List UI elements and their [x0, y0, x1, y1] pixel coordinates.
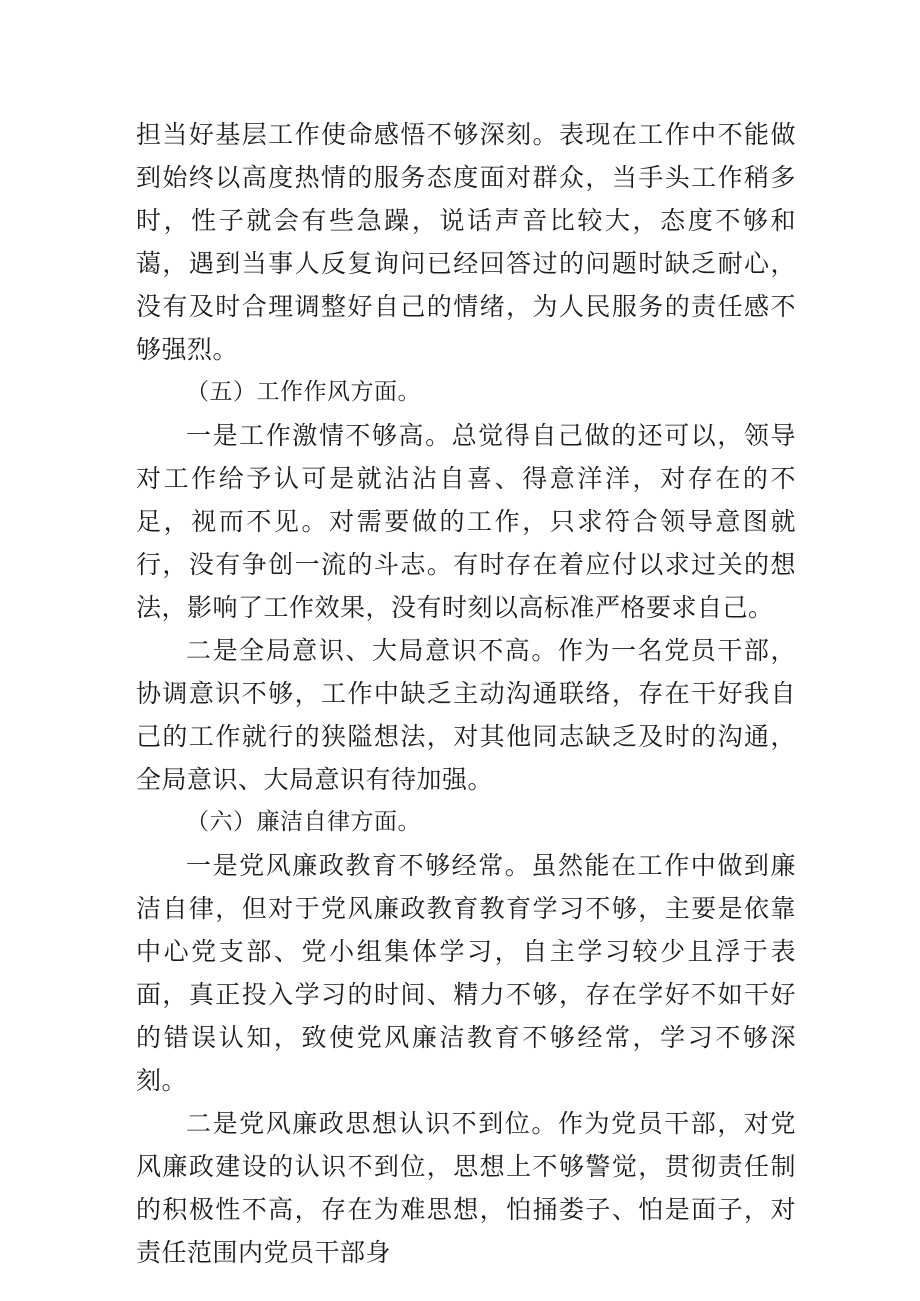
section-heading-integrity: （六）廉洁自律方面。: [186, 809, 421, 835]
paragraph-continuation: 担当好基层工作使命感悟不够深刻。表现在工作中不能做到始终以高度热情的服务态度面对群众，当手头工作稍多时，性子就会有些急躁，说话声音比较大，态度不够和蔼，遇到当事人反复询问已经回答过的问题时缺乏耐心，没有及时合理调整好自己的情绪，为人民服务的责任感不够强烈。: [136, 120, 796, 364]
paragraph-work-passion: 一是工作激情不够高。总觉得自己做的还可以，领导对工作给予认可是就沾沾自喜、得意洋洋，对存在的不足，视而不见。对需要做的工作，只求符合领导意图就行，没有争创一流的斗志。有时存在着应付以求过关的想法，影响了工作效果，没有时刻以高标准严格要求自己。: [136, 421, 796, 622]
section-heading-work-style: （五）工作作风方面。: [186, 379, 421, 405]
document-body: [136, 113, 796, 1274]
paragraph-integrity-awareness: 二是党风廉政思想认识不到位。作为党员干部，对党风廉政建设的认识不到位，思想上不够警觉，贯彻责任制的积极性不高，存在为难思想，怕捅娄子、怕是面子，对责任范围内党员干部身: [136, 1109, 796, 1267]
paragraph-overall-awareness: 二是全局意识、大局意识不高。作为一名党员干部，协调意识不够，工作中缺乏主动沟通联络，存在干好我自己的工作就行的狭隘想法，对其他同志缺乏及时的沟通，全局意识、大局意识有待加强。: [136, 636, 796, 794]
paragraph-integrity-education: 一是党风廉政教育不够经常。虽然能在工作中做到廉洁自律，但对于党风廉政教育教育学习不够，主要是依靠中心党支部、党小组集体学习，自主学习较少且浮于表面，真正投入学习的时间、精力不够，存在学好不如干好的错误认知，致使党风廉洁教育不够经常，学习不够深刻。: [136, 851, 796, 1095]
